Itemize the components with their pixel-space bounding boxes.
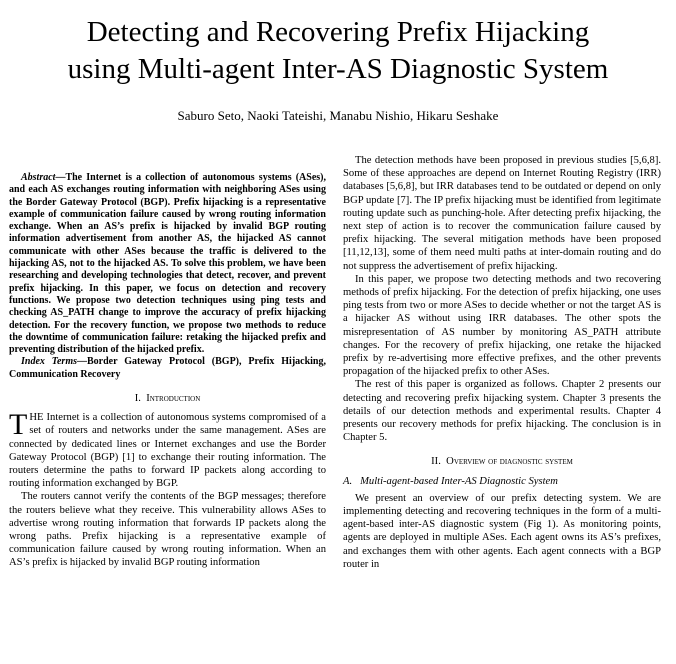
abstract-block: [9, 172, 326, 381]
body-paragraph-1: The detection methods have been proposed in previous studies [5,6,8]. Some of these approaches are depend on Internet Routing Registry (IRR) databases [5,6,8], but IRR databases tend to be outdated or depend on only BGP update [7]. The IP prefix hijacking must be identified from legitimate routing update such as punching-hole. After detecting prefix hijacking, the next step of action is to recover the communication failure caused by prefix hijacking. The several mitigation methods have been proposed [11,12,13], some of them need multi paths at inter-domain routing and do not suppress the advertisement of prefix hijacking.: [343, 155, 661, 272]
author-list: Saburo Seto, Naoki Tateishi, Manabu Nishio, Hikaru Seshake: [177, 108, 499, 123]
section-numeral: II.: [431, 456, 441, 468]
subsection-heading: [343, 475, 661, 488]
subsection-title: Multi-agent-based Inter-AS Diagnostic System: [360, 475, 558, 487]
section-heading-introduction: [9, 392, 326, 405]
intro-paragraph-1: [9, 408, 326, 490]
section-title: Overview of diagnostic system: [446, 456, 573, 468]
abstract-text: —The Internet is a collection of autonomous systems (ASes), and each AS exchanges routing information with neighboring ASes using the Border Gateway Protocol (BGP). Prefix hijacking is a representative example of communication failure caused by wrong routing information exchange. When an AS’s prefix is hijacked by invalid BGP routing information advertisement from another AS, the hijacked AS cannot communicate with other ASes because the traffic is delivered to the hijacking AS, not to the hijacked AS. To solve this problem, we have been researching and developing technologies that detect, recover, and prevent prefix hijacking. In this paper, we focus on detection and recovery functions. We propose two detection techniques using ping tests and checking AS_PATH change to improve the accuracy of prefix hijacking detection. For the recovery function, we propose two methods to reduce the downtime of communication failure: retaking the hijacked prefix and preventing distribution of the hijacked prefix.: [9, 172, 326, 356]
body-paragraph-3: The rest of this paper is organized as follows. Chapter 2 presents our detecting and recovering prefix hijacking system. Chapter 3 presents the details of our detection methods and experimental results. Chapter 4 presents our recovery methods for prefix hijacking. The conclusion is in Chapter 5.: [343, 379, 661, 444]
section-title: Introduction: [146, 393, 201, 405]
section-heading-overview: [343, 455, 661, 468]
intro-paragraph-2: The routers cannot verify the contents of the BGP messages; therefore the routers believe what they receive. This vulnerability allows ASes to advertise wrong routing information that forwards IP packets along the wrong paths. Prefix hijacking is a representative example of communication failure caused by wrong routing information. When an AS’s prefix is hijacked by invalid BGP routing information: [9, 491, 326, 569]
subsection-label: A.: [343, 475, 353, 487]
abstract-label: Abstract: [21, 172, 56, 183]
title-line-1: Detecting and Recovering Prefix Hijacking: [86, 16, 590, 48]
drop-cap: T: [9, 408, 28, 442]
index-terms-label: Index Terms: [21, 356, 77, 368]
left-column: [9, 172, 326, 570]
body-paragraph-2: In this paper, we propose two detecting methods and two recovering methods of prefix hijacking. For the detection of prefix hijacking, one uses ping tests from two or more ASes to decide whether or not the target AS is a hijacker AS without using IRR databases. The other spots the misrepresentation of AS number by monitoring AS_PATH attribute changes. For the recovery of prefix hijacking, one retake the hijacked prefix by re-advertising more effective prefixes, and the other prevents propagation of the hijacked prefix to other ASes.: [343, 273, 661, 378]
intro-paragraph-1-text: HE Internet is a collection of autonomous systems compromised of a set of routers and networks under the same management. ASes are connected by dedicated lines or Internet exchanges and use the Border Gateway Protocol (BGP) [1] to exchange their routing information. The routers determine the paths to forward IP packets along according to routing information exchanged by BGP.: [9, 412, 326, 490]
section-numeral: I.: [134, 393, 141, 405]
right-column: [343, 154, 661, 571]
index-terms-text: —Border Gateway Protocol (BGP), Prefix Hijacking, Communication Recovery: [9, 356, 326, 380]
overview-paragraph-1: We present an overview of our prefix detecting system. We are implementing detecting and recovering techniques in the form of a multi-agent-based inter-AS diagnostic system (Fig 1). As monitoring points, agents are deployed in multiple ASes. Each agent owns its AS’s prefixes, and exchanges them with other agents. Each agent connects with a BGP router in: [343, 492, 661, 570]
paper-title: [0, 14, 676, 88]
title-line-2: using Multi-agent Inter-AS Diagnostic System: [67, 53, 609, 85]
